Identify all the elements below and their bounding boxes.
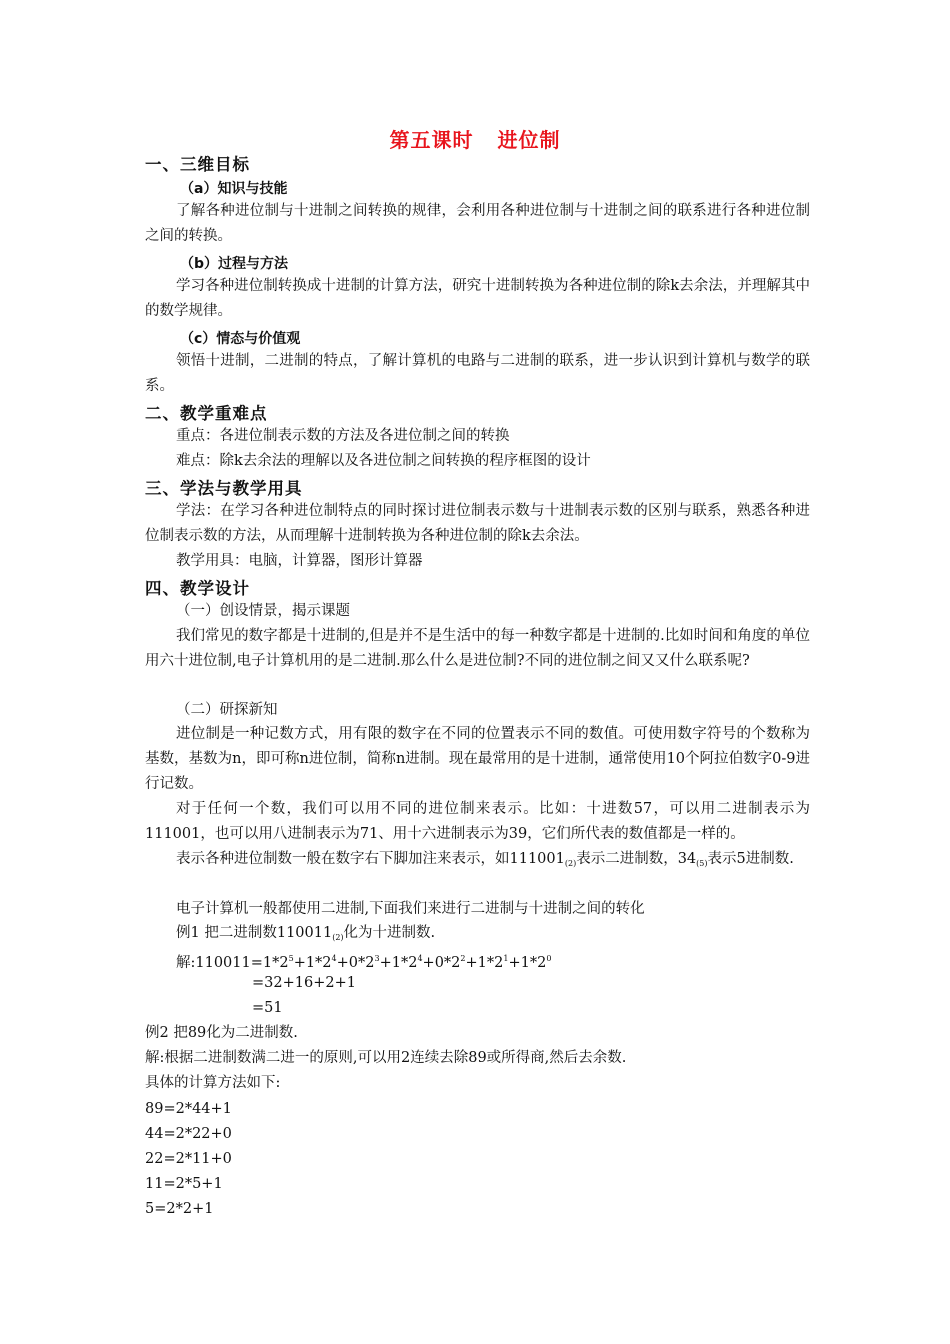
power-term-base: +1*2 [293,955,332,971]
example-1-number: 110011 [276,925,333,941]
power-term-base: +0*2 [422,955,461,971]
division-step: 22=2*11+0 [145,1151,232,1167]
title-part-2: 进位制 [497,128,561,152]
example-paragraph: 对于任何一个数，我们可以用不同的进位制来表示。比如：十进数57，可以用二进制表示为111001，也可以用八进制表示为71、用十六进制表示为39，它们所代表的数值都是一样的。 [145,801,810,842]
section-heading-1: 一、三维目标 [145,155,250,174]
subheading-a: （a）知识与技能 [180,181,288,197]
section-heading-4: 四、教学设计 [145,579,250,598]
notation-paragraph [145,847,810,876]
power-term-base: +1*2 [465,955,504,971]
notation-number-1: 111001 [509,851,565,867]
step-2-label: （二）研探新知 [176,702,278,718]
teaching-tools: 教学用具：电脑，计算器，图形计算器 [176,553,423,569]
subheading-b: （b）过程与方法 [180,256,289,272]
division-step: 44=2*22+0 [145,1126,232,1142]
definition-paragraph: 进位制是一种记数方式，用有限的数字在不同的位置表示不同的数值。可使用数字符号的个数称为基数，基数为n，即可称n进位制，简称n进制。现在最常用的是十进制，通常使用10个阿拉伯数字0-9进行记数。 [145,726,810,792]
solution-1-label: 解:110011= [176,955,263,971]
paragraph-b: 学习各种进位制转换成十进制的计算方法，研究十进制转换为各种进位制的除k去余法，并理解其中的数学规律。 [145,278,810,319]
power-term-base: 1*2 [262,955,289,971]
intro-paragraph: 我们常见的数字都是十进制的,但是并不是生活中的每一种数字都是十进制的.比如时间和角度的单位用六十进位制,电子计算机用的是二进制.那么什么是进位制?不同的进位制之间又又什么联系呢? [145,628,810,669]
power-term-base: +1*2 [508,955,547,971]
notation-text-pre: 表示各种进位制数一般在数字右下脚加注来表示，如 [176,851,510,867]
notation-subscript-1: (2) [564,859,577,868]
learning-method: 学法：在学习各种进位制特点的同时探讨进位制表示数与十进制表示数的区别与联系，熟悉各种进位制表示数的方法，从而理解十进制转换为各种进位制的除k去余法。 [145,503,810,544]
division-step: 11=2*5+1 [145,1176,223,1192]
power-term-base: +0*2 [336,955,375,971]
example-1-pre: 例1 把二进制数 [176,925,277,941]
example-1-post: 化为十进制数. [343,925,436,941]
power-term-exponent: 0 [546,954,552,963]
division-step: 5=2*2+1 [145,1201,214,1217]
notation-number-2: 34 [677,851,697,867]
solution-1-line-3: =51 [252,1000,283,1016]
power-term-exponent: 1 [503,954,509,963]
power-term-exponent: 4 [331,954,337,963]
example-1-subscript: (2) [332,933,344,942]
step-1-label: （一）创设情景，揭示课题 [176,603,350,619]
solution-2: 解:根据二进制数满二进一的原则,可以用2连续去除89或所得商,然后去余数. [145,1050,627,1066]
paragraph-a: 了解各种进位制与十进制之间转换的规律，会利用各种进位制与十进制之间的联系进行各种进位制之间的转换。 [145,203,810,244]
power-term-exponent: 4 [417,954,423,963]
title-part-1: 第五课时 [389,128,474,152]
key-point: 重点：各进位制表示数的方法及各进位制之间的转换 [176,428,510,444]
binary-intro: 电子计算机一般都使用二进制,下面我们来进行二进制与十进制之间的转化 [176,901,645,917]
section-heading-3: 三、学法与教学用具 [145,479,303,498]
subheading-c: （c）情态与价值观 [180,331,301,347]
notation-subscript-2: (5) [696,859,708,868]
difficult-point: 难点：除k去余法的理解以及各进位制之间转换的程序框图的设计 [176,453,591,469]
paragraph-c: 领悟十进制，二进制的特点，了解计算机的电路与二进制的联系，进一步认识到计算机与数学的联系。 [145,353,810,394]
power-term-exponent: 3 [374,954,380,963]
section-heading-2: 二、教学重难点 [145,404,268,423]
power-term-exponent: 5 [288,954,294,963]
notation-text-mid: 表示二进制数， [576,851,678,867]
example-2: 例2 把89化为二进制数. [145,1025,298,1041]
division-step: 89=2*44+1 [145,1101,232,1117]
solution-1-line-2: =32+16+2+1 [252,975,356,991]
notation-text-post: 表示5进制数. [707,851,794,867]
page-title [0,124,950,153]
power-terms [263,955,552,971]
power-term-exponent: 2 [460,954,466,963]
solution-1-line-1 [176,946,551,976]
power-term-base: +1*2 [379,955,418,971]
method-line: 具体的计算方法如下: [145,1075,281,1091]
